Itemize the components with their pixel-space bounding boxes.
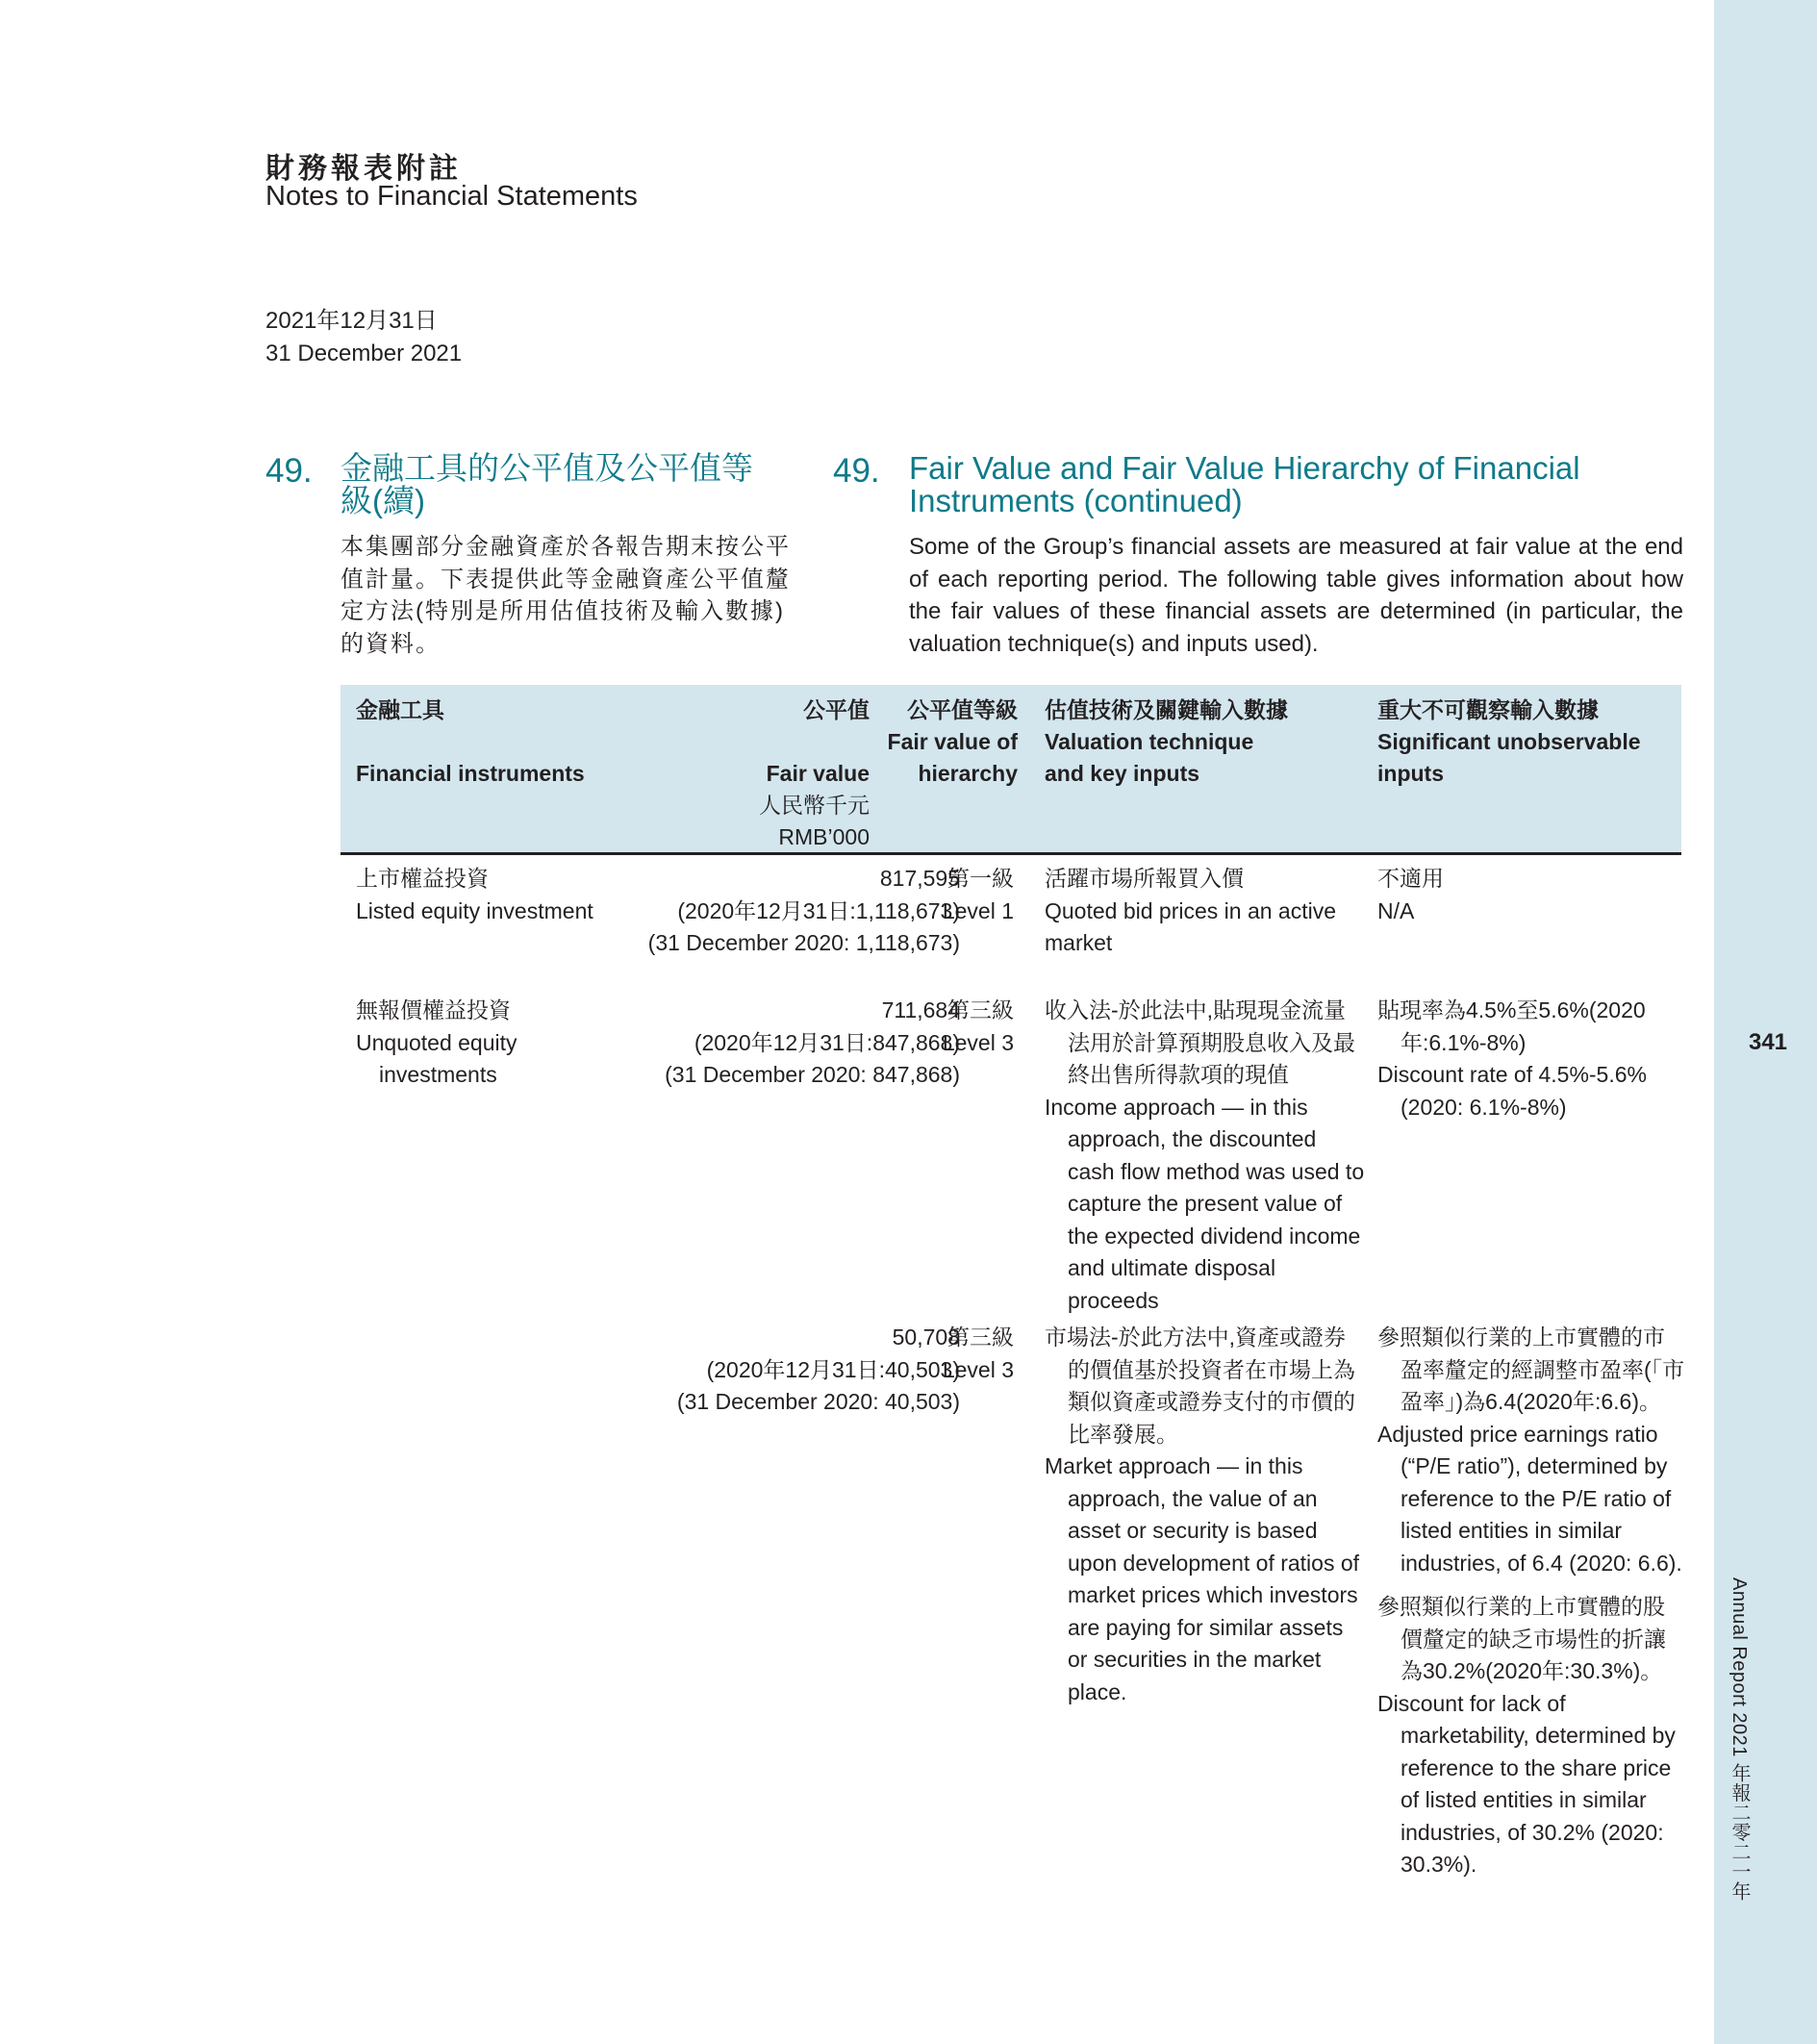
date-zh: 2021年12月31日 (265, 308, 438, 334)
fair-value: 711,684 (881, 997, 960, 1022)
header-technique: 估值技術及關鍵輸入數據 Valuation technique and key inputs (1045, 697, 1288, 786)
date-en: 31 December 2021 (265, 341, 463, 366)
fair-value-prev-en: (31 December 2020: 847,868) (665, 1062, 960, 1087)
inputs-en: N/A (1377, 897, 1415, 923)
technique-en: Income approach — in this approach, the discounted cash flow method was used to capture the present value of the expected dividend income and ultimate disposal proceeds (1045, 1094, 1365, 1313)
fair-value-prev-zh: (2020年12月31日:847,868) (694, 1029, 960, 1055)
header-unobservable-inputs: 重大不可觀察輸入數據 Significant unobservable inputs (1377, 697, 1641, 786)
level-en: Level 3 (942, 1029, 1014, 1055)
inputs-secondary-en: Discount for lack of marketability, determined by reference to the share price of listed entities in similar industries, of 30.2% (2020: 30.3%). (1377, 1690, 1676, 1877)
technique-zh: 收入法-於此法中,貼現現金流量法用於計算預期股息收入及最終出售所得款項的現值 (1045, 997, 1355, 1087)
inputs-secondary-zh: 參照類似行業的上市實體的股價釐定的缺乏市場性的折讓為30.2%(2020年:30.3%)。 (1377, 1594, 1666, 1683)
intro-text-zh: 本集團部分金融資產於各報告期末按公平值計量。下表提供此等金融資產公平值釐定方法(特別是所用估值技術及輸入數據)的資料。 (341, 534, 791, 657)
fair-value-table (341, 685, 1685, 1877)
instrument-zh: 上市權益投資 (356, 866, 489, 891)
header-hierarchy: 公平值等級 Fair value of hierarchy (887, 697, 1018, 786)
fair-value-prev-zh: (2020年12月31日:1,118,673) (677, 897, 960, 923)
fair-value: 50,708 (892, 1325, 960, 1350)
level-zh: 第一級 (947, 866, 1014, 891)
page-number: 341 (1748, 1029, 1788, 1055)
table-row (341, 995, 1681, 1322)
instrument-en: Listed equity investment (356, 897, 593, 923)
inputs-zh: 參照類似行業的上市實體的市盈率釐定的經調整市盈率(「市盈率」)為6.4(2020年:6.6)。 (1377, 1325, 1685, 1414)
section-title-en: Fair Value and Fair Value Hierarchy of Financial Instruments (continued) (909, 450, 1580, 518)
table-row (341, 1322, 1685, 1877)
header-title-en: Notes to Financial Statements (265, 181, 638, 212)
section-number-en: 49. (833, 452, 880, 490)
section-number-zh: 49. (265, 452, 313, 490)
level-en: Level 1 (942, 897, 1014, 923)
table-row (341, 863, 1681, 995)
technique-en: Market approach — in this approach, the value of an asset or security is based upon development of ratios of market prices which investors are paying for similar assets or securities in the market place. (1045, 1453, 1360, 1704)
level-zh: 第三級 (947, 1325, 1014, 1350)
inputs-zh: 不適用 (1377, 866, 1444, 891)
inputs-en: Discount rate of 4.5%-5.6% (2020: 6.1%-8%) (1377, 1062, 1647, 1120)
fair-value-prev-en: (31 December 2020: 40,503) (676, 1389, 960, 1414)
level-zh: 第三級 (947, 997, 1014, 1022)
technique-zh: 市場法-於此方法中,資產或證券的價值基於投資者在市場上為類似資產或證券支付的市價的比率發展。 (1045, 1325, 1355, 1447)
instrument-en: Unquoted equity investments (356, 1029, 517, 1087)
table-header (341, 685, 1681, 855)
instrument-zh: 無報價權益投資 (356, 997, 511, 1022)
header-title-zh: 財務報表附註 (265, 152, 462, 186)
fair-value-prev-zh: (2020年12月31日:40,503) (706, 1356, 960, 1382)
inputs-en: Adjusted price earnings ratio (“P/E ratio”), determined by reference to the P/E ratio of listed entities in similar industries, of 6.4 (2020: 6.6). (1377, 1421, 1682, 1576)
annual-report-label: Annual Report 2021 年報二零二一年 (1729, 1577, 1750, 1902)
technique-zh: 活躍市場所報買入價 (1045, 866, 1244, 891)
technique-en: Quoted bid prices in an active market (1045, 897, 1337, 955)
intro-text-en: Some of the Group’s financial assets are measured at fair value at the end of each reporting period. The following table gives information about how the fair values of these financial assets are determined (in particular, the valuation technique(s) and inputs used). (909, 534, 1683, 657)
fair-value: 817,595 (879, 866, 960, 891)
header-fair-value: 公平值 Fair value 人民幣千元 RMB’000 (759, 697, 870, 849)
header-instrument: 金融工具 Financial instruments (356, 697, 585, 786)
level-en: Level 3 (942, 1356, 1014, 1382)
section-title-zh: 金融工具的公平值及公平值等級(續) (341, 450, 753, 518)
inputs-zh: 貼現率為4.5%至5.6%(2020年:6.1%-8%) (1377, 997, 1646, 1055)
fair-value-prev-en: (31 December 2020: 1,118,673) (647, 930, 960, 955)
